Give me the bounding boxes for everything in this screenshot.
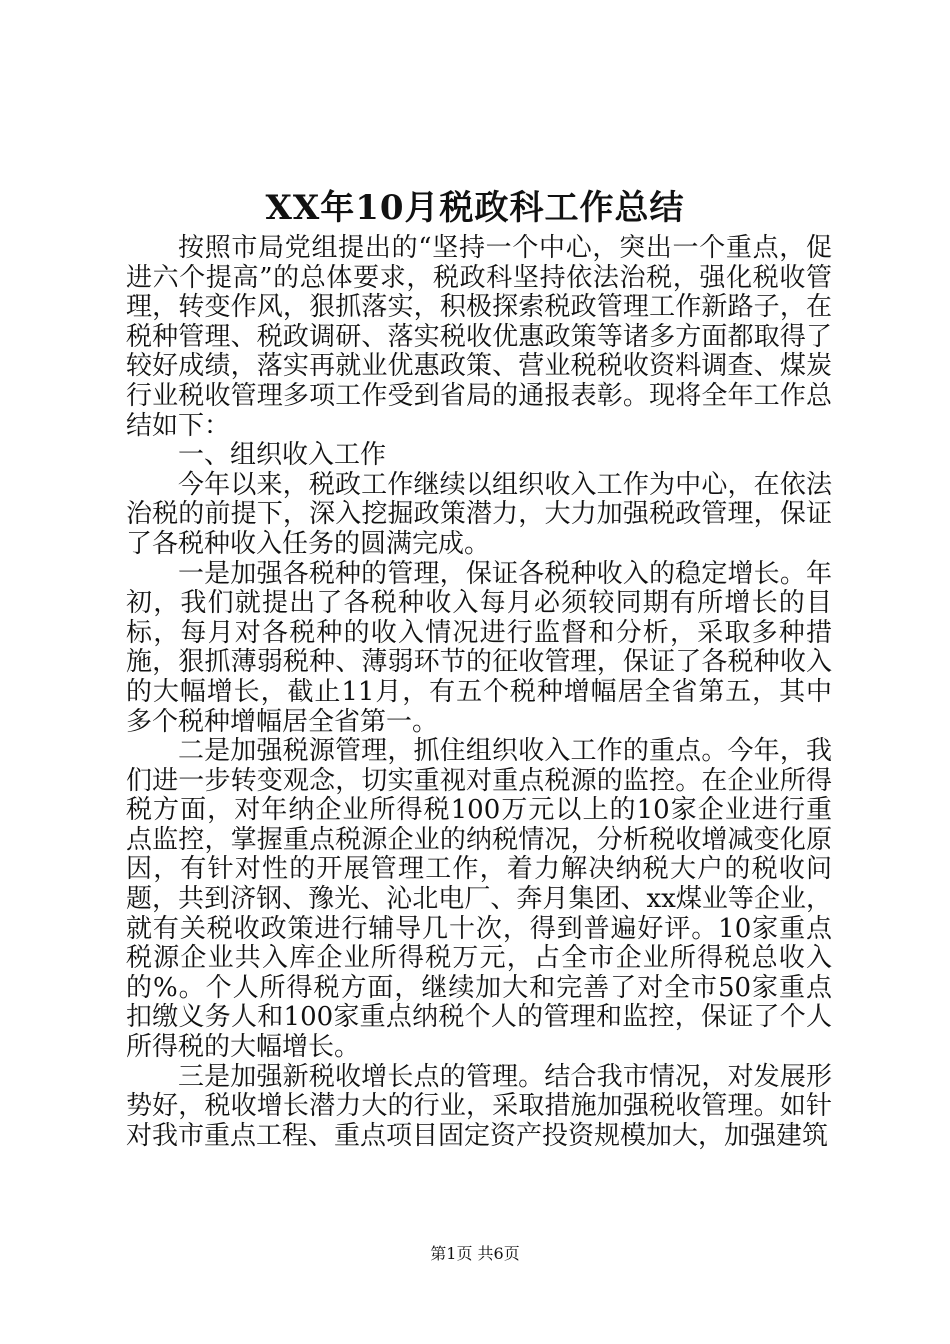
page-footer: 第1页 共6页	[430, 1244, 520, 1263]
paragraph: 三是加强新税收增长点的管理。结合我市情况，对发展形势好，税收增长潜力大的行业，采取措施加强税收管理。如针对我市重点工程、重点项目固定资产投资规模加大，加强建筑	[126, 1061, 832, 1151]
document-body	[126, 234, 832, 1151]
document-title: XX年10月税政科工作总结	[265, 188, 685, 228]
section-heading: 一、组织收入工作	[178, 440, 387, 471]
paragraph: 二是加强税源管理，抓住组织收入工作的重点。今年，我们进一步转变观念，切实重视对重点税源的监控。在企业所得税方面，对年纳企业所得税100万元以上的10家企业进行重点监控，掌握重点税源企业的纳税情况，分析税收增减变化原因，有针对性的开展管理工作，着力解决纳税大户的税收问题，共到济钢、豫光、沁北电厂、奔月集团、xx煤业等企业，就有关税收政策进行辅导几十次，得到普遍好评。10家重点税源企业共入库企业所得税万元，占全市企业所得税总收入的%。个人所得税方面，继续加大和完善了对全市50家重点扣缴义务人和100家重点纳税个人的管理和监控，保证了个人所得税的大幅增长。	[126, 736, 832, 1063]
paragraph: 今年以来，税政工作继续以组织收入工作为中心，在依法治税的前提下，深入挖掘政策潜力，大力加强税政管理，保证了各税种收入任务的圆满完成。	[126, 469, 832, 559]
paragraph: 一是加强各税种的管理，保证各税种收入的稳定增长。年初，我们就提出了各税种收入每月必须较同期有所增长的目标，每月对各税种的收入情况进行监督和分析，采取多种措施，狠抓薄弱税种、薄弱环节的征收管理，保证了各税种收入的大幅增长，截止11月，有五个税种增幅居全省第五，其中多个税种增幅居全省第一。	[126, 558, 832, 737]
paragraph-intro: 按照市局党组提出的“坚持一个中心，突出一个重点，促进六个提高”的总体要求，税政科坚持依法治税，强化税收管理，转变作风，狠抓落实，积极探索税政管理工作新路子，在税种管理、税政调研、落实税收优惠政策等诸多方面都取得了较好成绩，落实再就业优惠政策、营业税税收资料调查、煤炭行业税收管理多项工作受到省局的通报表彰。现将全年工作总结如下：	[126, 233, 832, 441]
